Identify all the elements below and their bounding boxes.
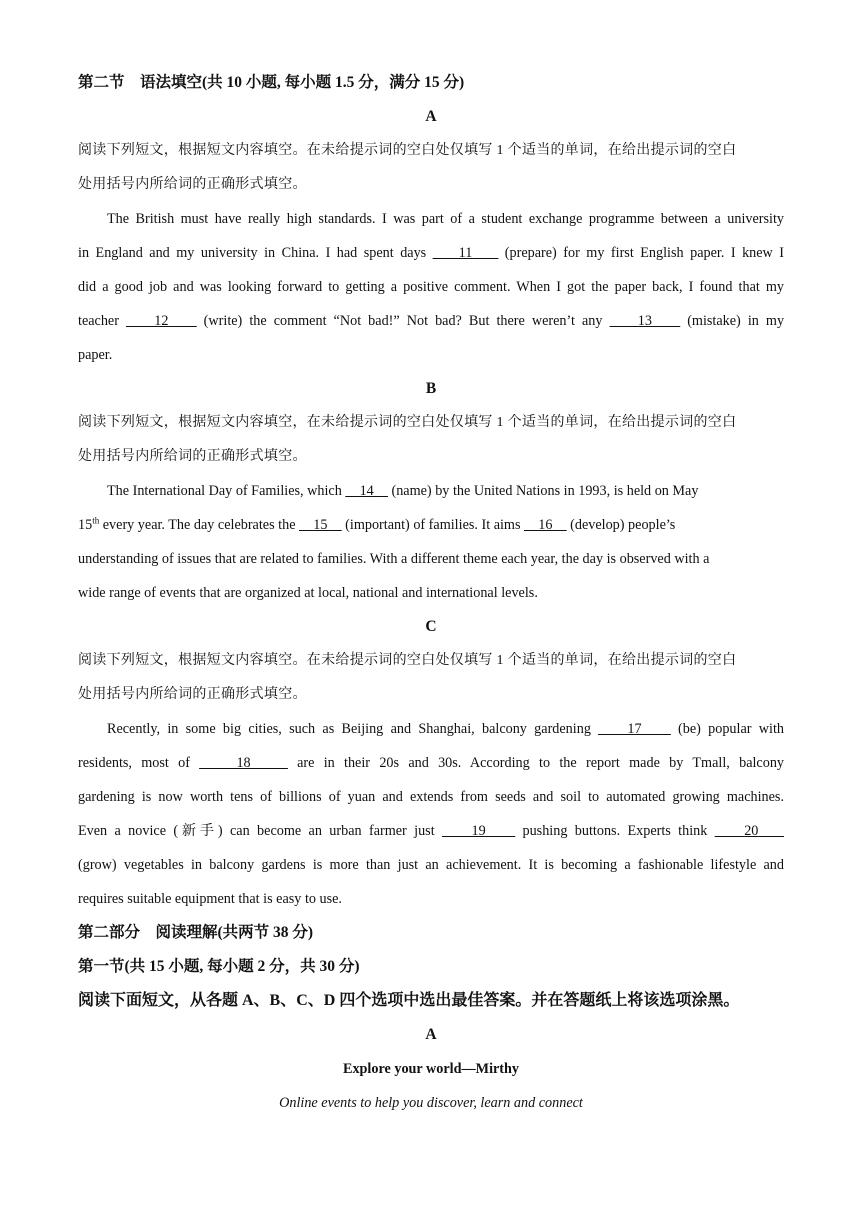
reading-a-title: Explore your world—Mirthy — [342, 1061, 520, 1077]
part-c-text-line6: requires suitable equipment that is easy to use. — [78, 891, 342, 907]
part-a-instruction-line2: 处用括号内所给词的正确形式填空。 — [78, 177, 307, 192]
part-c-text-line3: gardening is now worth tens of billions of yuan and extends from seeds and soil to automated growing machines. — [78, 789, 784, 805]
part-b-letter: B — [425, 380, 437, 397]
reading-a-subtitle: Online events to help you discover, learn and connect — [279, 1095, 583, 1111]
text-segment: (develop) people’s — [566, 517, 676, 533]
part-a-text-line1: The British must have really high standards. I was part of a student exchange programme between a university — [107, 211, 784, 227]
part-a-letter: A — [425, 108, 437, 125]
text-segment: (mistake) in my — [680, 313, 785, 329]
part-c-letter: C — [425, 618, 437, 635]
reading-a-letter: A — [425, 1026, 437, 1043]
part-c-text-line2 — [78, 746, 784, 780]
part-c-text-line4 — [78, 814, 784, 848]
text-segment: pushing buttons. Experts think — [515, 823, 715, 839]
part-b-text-line4: wide range of events that are organized at local, national and international levels. — [78, 585, 538, 601]
text-segment: (write) the comment “Not bad!” Not bad? But there weren’t any — [196, 313, 610, 329]
text-segment: every year. The day celebrates the — [99, 517, 300, 533]
text-segment: (important) of families. It aims — [341, 517, 525, 533]
part-b-text-line1 — [78, 474, 784, 508]
part-a-instruction-line1: 阅读下列短文，根据短文内容填空。在未给提示词的空白处仅填写 1 个适当的单词，在给出提示词的空白 — [78, 143, 737, 158]
blank-16[interactable]: 16 — [538, 517, 553, 533]
blank-13[interactable]: 13 — [637, 313, 652, 329]
exam-page — [78, 66, 784, 1120]
part-a-text-line5: paper. — [78, 347, 113, 363]
part-b-text-line3: understanding of issues that are related to families. With a different theme each year, the day is observed with a — [78, 551, 710, 567]
text-segment: The International Day of Families, which — [107, 483, 346, 499]
part-c-instruction-line1: 阅读下列短文，根据短文内容填空。在未给提示词的空白处仅填写 1 个适当的单词，在给出提示词的空白 — [78, 653, 737, 668]
text-segment: residents, most of — [78, 755, 200, 771]
part-c-text-line5: (grow) vegetables in balcony gardens is more than just an achievement. It is becoming a fashionable lifestyle and — [78, 857, 784, 873]
text-segment: in England and my university in China. I had spent days — [78, 245, 433, 261]
part-a-text-line3: did a good job and was looking forward to getting a positive comment. When I got the paper back, I found that my — [78, 279, 784, 295]
text-segment: 15 — [78, 517, 93, 533]
text-segment: Even a novice (新手) can become an urban farmer just — [78, 823, 442, 839]
blank-12[interactable]: 12 — [154, 313, 169, 329]
blank-17[interactable]: 17 — [627, 721, 642, 737]
text-segment: (be) popular with — [670, 721, 785, 737]
part2-title: 第二部分 阅读理解(共两节 38 分) — [78, 924, 314, 941]
text-segment: are in their 20s and 30s. According to the report made by Tmall, balcony — [287, 755, 785, 771]
part-b-text-line2 — [78, 508, 784, 542]
part-b-instruction-line2: 处用括号内所给词的正确形式填空。 — [78, 449, 307, 464]
ordinal-suffix: th — [92, 515, 100, 526]
text-segment: Recently, in some big cities, such as Beijing and Shanghai, balcony gardening — [107, 721, 599, 737]
blank-18[interactable]: 18 — [236, 755, 251, 771]
part-c-instruction-line2: 处用括号内所给词的正确形式填空。 — [78, 687, 307, 702]
blank-19[interactable]: 19 — [471, 823, 486, 839]
part-a-text-line2 — [78, 236, 784, 270]
blank-11[interactable]: 11 — [458, 245, 473, 261]
section1-title: 第一节(共 15 小题, 每小题 2 分，共 30 分) — [78, 958, 360, 975]
text-segment: (name) by the United Nations in 1993, is held on May — [387, 483, 699, 499]
part-c-text-line1 — [78, 712, 784, 746]
blank-20[interactable]: 20 — [744, 823, 759, 839]
part-a-text-line4 — [78, 304, 784, 338]
blank-14[interactable]: 14 — [359, 483, 374, 499]
blank-15[interactable]: 15 — [313, 517, 328, 533]
text-segment: teacher — [78, 313, 126, 329]
section2-title: 第二节 语法填空(共 10 小题, 每小题 1.5 分，满分 15 分) — [78, 74, 465, 91]
reading-instruction: 阅读下面短文，从各题 A、B、C、D 四个选项中选出最佳答案。并在答题纸上将该选项涂黑。 — [78, 992, 740, 1009]
text-segment: (prepare) for my first English paper. I knew I — [498, 245, 785, 261]
part-b-instruction-line1: 阅读下列短文，根据短文内容填空，在未给提示词的空白处仅填写 1 个适当的单词，在给出提示词的空白 — [78, 415, 737, 430]
